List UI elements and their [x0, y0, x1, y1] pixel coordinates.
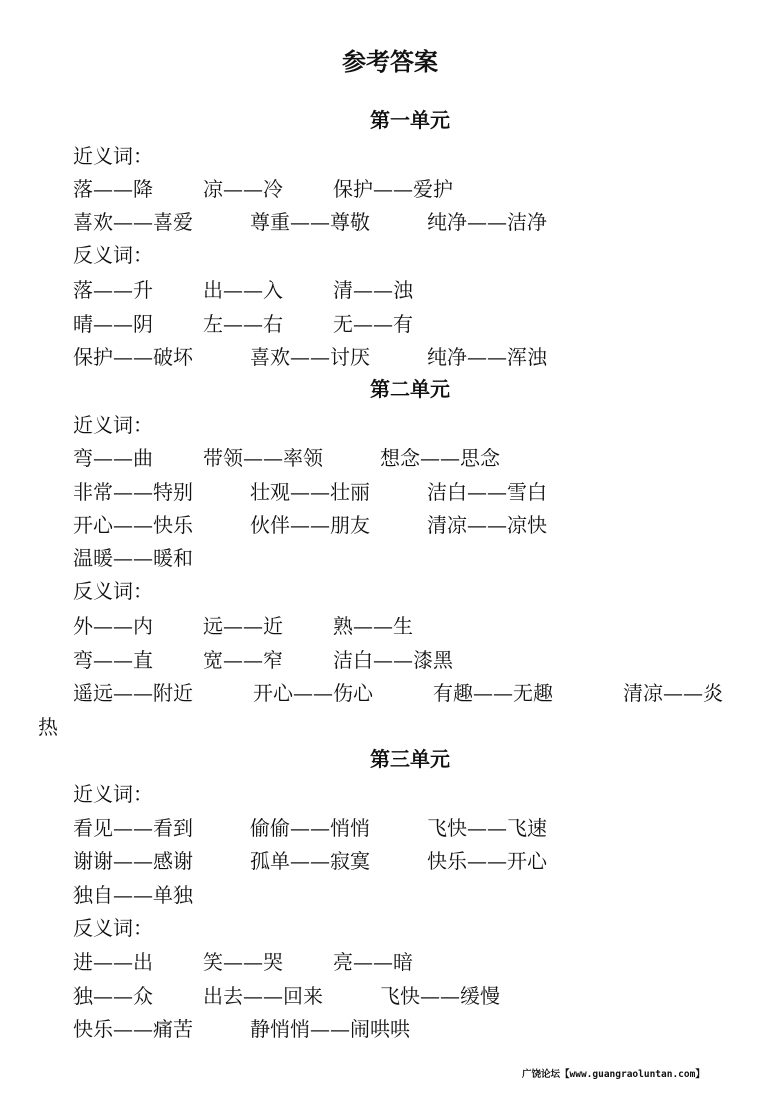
word-pair: 远——近	[203, 614, 283, 638]
word-pair: 保护——破坏	[73, 345, 193, 369]
word-pair: 纯净——浑浊	[427, 345, 547, 369]
antonyms-label: 反义词：	[73, 579, 153, 603]
unit-heading: 第一单元	[370, 108, 450, 132]
antonyms-label: 反义词：	[73, 243, 153, 267]
word-pair: 伙伴——朋友	[250, 513, 370, 537]
word-pair: 熟——生	[333, 614, 413, 638]
word-pair: 出去——回来	[203, 984, 323, 1008]
word-pair: 有趣——无趣	[433, 681, 553, 705]
word-pair: 快乐——痛苦	[73, 1017, 193, 1041]
word-pair: 开心——快乐	[73, 513, 193, 537]
word-pair: 尊重——尊敬	[250, 210, 370, 234]
footer-watermark: 广饶论坛【www.guangraoluntan.com】	[522, 1069, 705, 1080]
word-pair: 无——有	[333, 312, 413, 336]
synonyms-label: 近义词：	[73, 782, 153, 806]
word-pair: 独自——单独	[73, 883, 193, 907]
word-pair: 带领——率领	[203, 446, 323, 470]
word-pair: 落——升	[73, 278, 153, 302]
antonyms-label: 反义词：	[73, 916, 153, 940]
word-pair: 洁白——雪白	[427, 480, 547, 504]
word-pair: 快乐——开心	[427, 849, 547, 873]
word-pair: 想念——思念	[380, 446, 500, 470]
word-pair: 落——降	[73, 177, 153, 201]
synonyms-label: 近义词：	[73, 413, 153, 437]
word-pair: 出——入	[203, 278, 283, 302]
word-pair: 独——众	[73, 984, 153, 1008]
word-pair: 清凉——凉快	[427, 513, 547, 537]
page-title: 参考答案	[342, 48, 438, 76]
unit-heading: 第三单元	[370, 747, 450, 771]
word-pair: 进——出	[73, 950, 153, 974]
word-pair: 清——浊	[333, 278, 413, 302]
word-pair: 孤单——寂寞	[250, 849, 370, 873]
word-pair: 凉——冷	[203, 177, 283, 201]
word-pair: 喜欢——讨厌	[250, 345, 370, 369]
word-pair: 笑——哭	[203, 950, 283, 974]
word-pair: 壮观——壮丽	[250, 480, 370, 504]
word-pair: 弯——曲	[73, 446, 153, 470]
word-pair: 谢谢——感谢	[73, 849, 193, 873]
word-pair: 保护——爱护	[333, 177, 453, 201]
wrapped-text: 热	[38, 715, 58, 739]
word-pair: 清凉——炎	[623, 681, 723, 705]
word-pair: 外——内	[73, 614, 153, 638]
unit-heading: 第二单元	[370, 377, 450, 401]
word-pair: 飞快——缓慢	[380, 984, 500, 1008]
word-pair: 偷偷——悄悄	[250, 816, 370, 840]
word-pair: 飞快——飞速	[427, 816, 547, 840]
word-pair: 晴——阴	[73, 312, 153, 336]
word-pair: 洁白——漆黑	[333, 648, 453, 672]
word-pair: 温暖——暖和	[73, 546, 193, 570]
word-pair: 左——右	[203, 312, 283, 336]
synonyms-label: 近义词：	[73, 144, 153, 168]
word-pair: 遥远——附近	[73, 681, 193, 705]
word-pair: 喜欢——喜爱	[73, 210, 193, 234]
word-pair: 宽——窄	[203, 648, 283, 672]
word-pair: 弯——直	[73, 648, 153, 672]
word-pair: 开心——伤心	[253, 681, 373, 705]
word-pair: 亮——暗	[333, 950, 413, 974]
word-pair: 静悄悄——闹哄哄	[250, 1017, 410, 1041]
word-pair: 非常——特别	[73, 480, 193, 504]
word-pair: 看见——看到	[73, 816, 193, 840]
word-pair: 纯净——洁净	[427, 210, 547, 234]
